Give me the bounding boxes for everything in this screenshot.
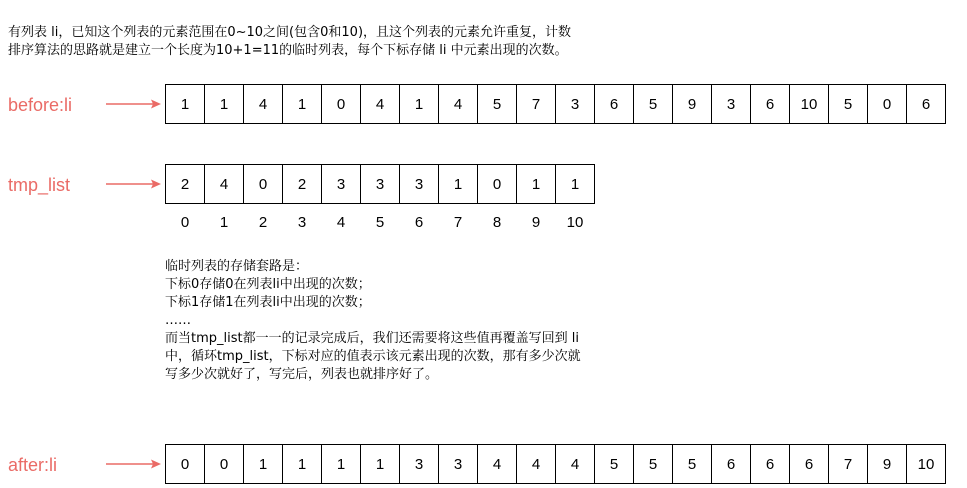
after-cell: 4 — [555, 444, 595, 484]
tmp-index: 9 — [531, 214, 541, 231]
tmp-cell: 0 — [243, 164, 283, 204]
tmp-cell: 1 — [555, 164, 595, 204]
after-cell: 3 — [438, 444, 478, 484]
note-text: 临时列表的存储套路是： 下标0存储0在列表li中出现的次数； 下标1存储1在列表li中出现的次数； …… 而当tmp_list都一一的记录完成后，我们还需要将这些值再覆盖写回到 li 中，循环tmp_list，下标对应的值表示该元素出现的次数，那有多少次就 写多少次就好了，写完后，列表也就排序好了。 — [165, 259, 581, 382]
tmp-cell: 4 — [204, 164, 244, 204]
tmp-cell: 0 — [477, 164, 517, 204]
after-cell: 4 — [477, 444, 517, 484]
tmp-cell: 3 — [360, 164, 400, 204]
after-cell: 9 — [867, 444, 907, 484]
tmp-cell: 1 — [438, 164, 478, 204]
before-cell: 1 — [165, 84, 205, 124]
after-cell: 4 — [516, 444, 556, 484]
before-arrow-icon — [106, 98, 161, 110]
tmp-index: 8 — [492, 214, 502, 231]
after-cell: 1 — [243, 444, 283, 484]
before-cell: 9 — [672, 84, 712, 124]
tmp-index: 5 — [375, 214, 385, 231]
after-cell: 0 — [165, 444, 205, 484]
before-cell: 1 — [282, 84, 322, 124]
before-cell: 4 — [360, 84, 400, 124]
tmp-cell: 3 — [399, 164, 439, 204]
before-cell: 6 — [750, 84, 790, 124]
before-cell: 0 — [867, 84, 907, 124]
before-cell: 5 — [828, 84, 868, 124]
after-cell: 5 — [594, 444, 634, 484]
tmp-cell: 2 — [165, 164, 205, 204]
before-cell: 6 — [906, 84, 946, 124]
after-cell: 6 — [750, 444, 790, 484]
tmp-index: 7 — [453, 214, 463, 231]
after-list — [165, 444, 946, 484]
before-cell: 7 — [516, 84, 556, 124]
before-cell: 3 — [711, 84, 751, 124]
tmp-index: 1 — [219, 214, 229, 231]
after-cell: 6 — [711, 444, 751, 484]
before-label: before:li — [8, 95, 73, 115]
tmp-index: 6 — [414, 214, 424, 231]
before-cell: 5 — [477, 84, 517, 124]
after-cell: 5 — [633, 444, 673, 484]
after-cell: 7 — [828, 444, 868, 484]
after-cell: 10 — [906, 444, 946, 484]
tmp-index: 10 — [566, 214, 584, 231]
tmp-index-row — [165, 214, 595, 231]
before-list — [165, 84, 946, 124]
tmp-label: tmp_list — [8, 175, 71, 195]
intro-text: 有列表 li，已知这个列表的元素范围在0~10之间(包含0和10)，且这个列表的元素允许重复，计数 排序算法的思路就是建立一个长度为10+1=11的临时列表，每个下标存储 li 中元素出现的次数。 — [8, 25, 572, 58]
tmp-index: 2 — [258, 214, 268, 231]
before-cell: 1 — [204, 84, 244, 124]
before-cell: 4 — [438, 84, 478, 124]
before-cell: 4 — [243, 84, 283, 124]
tmp-index: 0 — [180, 214, 190, 231]
after-cell: 6 — [789, 444, 829, 484]
before-cell: 0 — [321, 84, 361, 124]
after-label: after:li — [8, 455, 58, 475]
tmp-index: 3 — [297, 214, 307, 231]
after-cell: 0 — [204, 444, 244, 484]
after-cell: 1 — [282, 444, 322, 484]
tmp-cell: 3 — [321, 164, 361, 204]
tmp-index: 4 — [336, 214, 346, 231]
before-cell: 1 — [399, 84, 439, 124]
after-cell: 3 — [399, 444, 439, 484]
after-cell: 5 — [672, 444, 712, 484]
before-cell: 5 — [633, 84, 673, 124]
tmp-cell: 1 — [516, 164, 556, 204]
tmp-cell: 2 — [282, 164, 322, 204]
after-cell: 1 — [321, 444, 361, 484]
before-cell: 3 — [555, 84, 595, 124]
after-cell: 1 — [360, 444, 400, 484]
before-cell: 6 — [594, 84, 634, 124]
before-cell: 10 — [789, 84, 829, 124]
tmp-arrow-icon — [106, 178, 161, 190]
tmp-list — [165, 164, 595, 204]
after-arrow-icon — [106, 458, 161, 470]
